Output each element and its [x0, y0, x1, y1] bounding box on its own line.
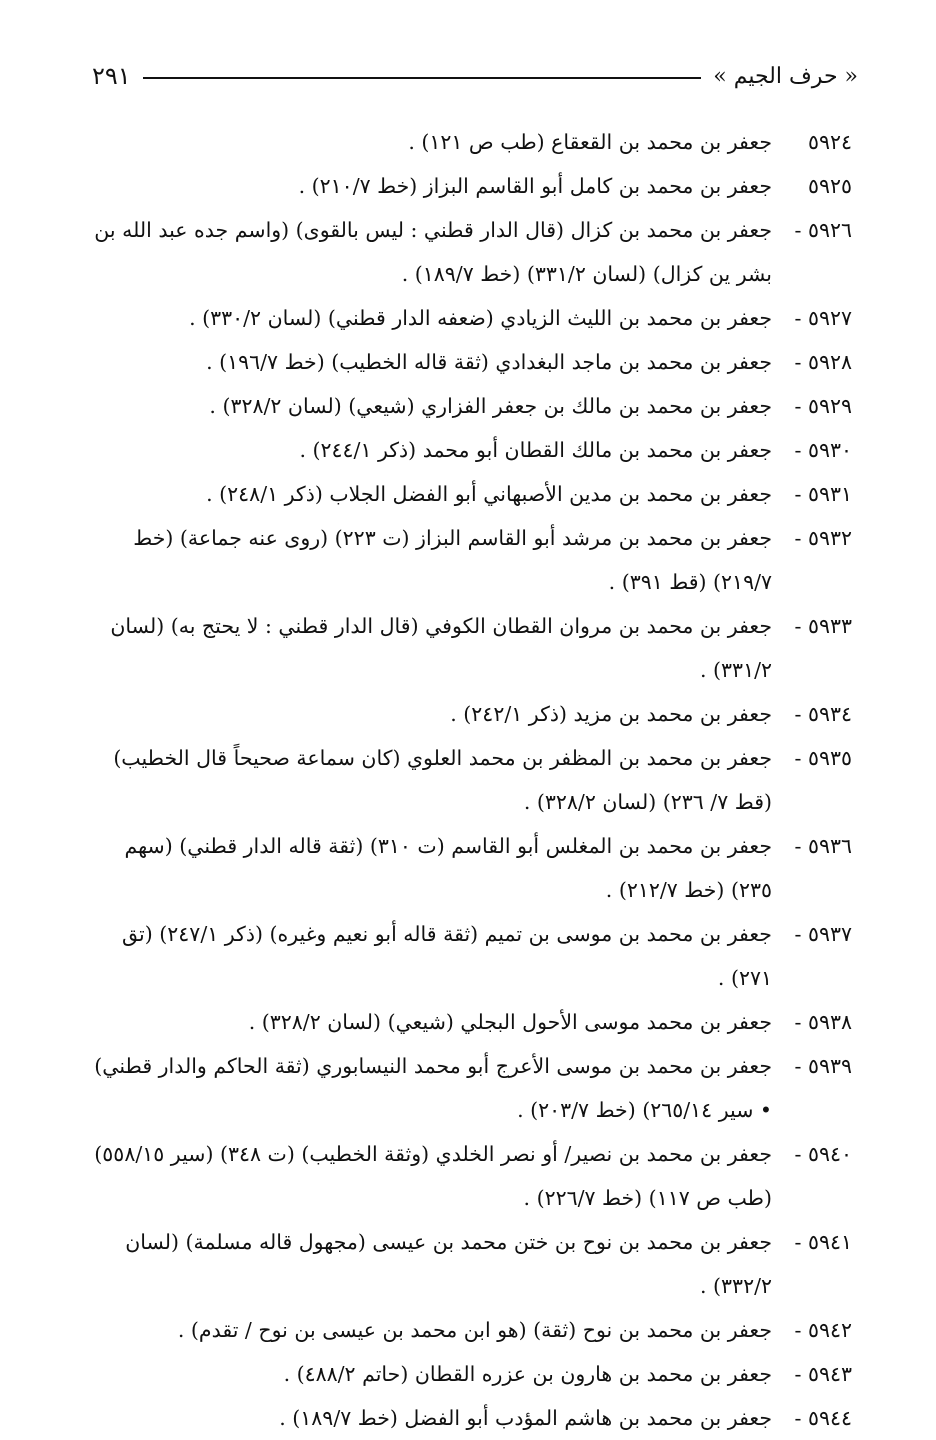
entry-text: جعفر بن محمد بن موسى الأعرج أبو محمد النيسابوري (ثقة الحاكم والدار قطني) • سير ٢٦٥/١٤) (خط ٢٠٣/٧) . [94, 1054, 772, 1122]
entry-row [90, 384, 852, 428]
entry-text: جعفر بن محمد بن مرشد أبو القاسم البزاز (ت ٢٢٣) (روى عنه جماعة) (خط ٢١٩/٧) (قط ٣٩١) . [133, 526, 772, 594]
entry-row [90, 912, 852, 1000]
entry-text: جعفر بن محمد بن هاشم المؤدب أبو الفضل (خط ١٨٩/٧) . [279, 1406, 772, 1430]
entry-number: ٥٩٣٣ - [794, 614, 852, 638]
entry-row [90, 516, 852, 604]
entry-text: جعفر بن محمد بن نوح بن ختن محمد بن عيسى (مجهول قاله مسلمة) (لسان ٣٣٢/٢) . [125, 1230, 772, 1298]
entry-text: جعفر بن محمد بن مدين الأصبهاني أبو الفضل الجلاب (ذكر ٢٤٨/١) . [206, 482, 772, 506]
entry-row [90, 340, 852, 384]
entry-list [90, 120, 852, 1440]
entry-text: جعفر بن محمد بن هارون بن عزره القطان (حاتم ٤٨٨/٢) . [283, 1362, 772, 1386]
entry-number: ٥٩٤٤ - [794, 1406, 852, 1430]
entry-row [90, 604, 852, 692]
entry-number: ٥٩٢٤ [807, 130, 852, 154]
entry-text: جعفر بن محمد بن نوح (ثقة) (هو ابن محمد بن عيسى بن نوح / تقدم) . [177, 1318, 772, 1342]
entry-row [90, 164, 852, 208]
entry-text: جعفر بن محمد بن نصير/ أو نصر الخلدي (وثقة الخطيب) (ت ٣٤٨) (سير ٥٥٨/١٥) (طب ص ١١٧) (خط ٢٢٦/٧) . [94, 1142, 772, 1210]
entry-number: ٥٩٣٥ - [794, 746, 852, 770]
entry-number: ٥٩٣٧ - [794, 922, 852, 946]
entry-row [90, 208, 852, 296]
page-header [92, 58, 858, 94]
entry-number: ٥٩٣٨ - [794, 1010, 852, 1034]
entry-number: ٥٩٣٠ - [794, 438, 852, 462]
entry-text: جعفر بن محمد بن مالك القطان أبو محمد (ذكر ٢٤٤/١) . [299, 438, 772, 462]
entry-number: ٥٩٢٦ - [794, 218, 852, 242]
entry-row [90, 1396, 852, 1440]
entry-text: جعفر بن محمد بن المغلس أبو القاسم (ت ٣١٠) (ثقة قاله الدار قطني) (سهم ٢٣٥) (خط ٢١٢/٧) . [124, 834, 772, 902]
entry-row [90, 1220, 852, 1308]
entry-text: جعفر بن محمد بن كامل أبو القاسم البزاز (خط ٢١٠/٧) . [298, 174, 772, 198]
entry-row [90, 824, 852, 912]
entry-number: ٥٩٤١ - [794, 1230, 852, 1254]
entry-number: ٥٩٤٣ - [794, 1362, 852, 1386]
entry-text: جعفر بن محمد بن المظفر بن محمد العلوي (كان سماعة صحيحاً قال الخطيب) (قط ٧/ ٢٣٦) (لسان ٣٢٨/٢) . [113, 746, 772, 814]
entry-number: ٥٩٣١ - [794, 482, 852, 506]
entry-number: ٥٩٢٨ - [794, 350, 852, 374]
entry-row [90, 692, 852, 736]
entry-row [90, 428, 852, 472]
entry-text: جعفر بن محمد بن مروان القطان الكوفي (قال الدار قطني : لا يحتج به) (لسان ٣٣١/٢) . [110, 614, 772, 682]
entry-number: ٥٩٣٤ - [794, 702, 852, 726]
entry-text: جعفر بن محمد موسى الأحول البجلي (شيعي) (لسان ٣٢٨/٢) . [248, 1010, 772, 1034]
entry-row [90, 1000, 852, 1044]
entry-number: ٥٩٣٢ - [794, 526, 852, 550]
entry-text: جعفر بن محمد بن مالك بن جعفر الفزاري (شيعي) (لسان ٣٢٨/٢) . [209, 394, 772, 418]
entry-row [90, 1352, 852, 1396]
entry-number: ٥٩٤٠ - [794, 1142, 852, 1166]
entry-text: جعفر بن محمد بن ماجد البغدادي (ثقة قاله الخطيب) (خط ١٩٦/٧) . [206, 350, 772, 374]
entry-text: جعفر بن محمد بن كزال (قال الدار قطني : ليس بالقوى) (واسم جده عبد الله بن بشر ين كزال) (لسان ٣٣١/٢) (خط ١٨٩/٧) . [94, 218, 772, 286]
entry-row [90, 736, 852, 824]
entry-row [90, 296, 852, 340]
entry-row [90, 1044, 852, 1132]
entry-number: ٥٩٢٩ - [794, 394, 852, 418]
header-rule [143, 77, 702, 79]
entry-row [90, 1132, 852, 1220]
entry-number: ٥٩٣٦ - [794, 834, 852, 858]
entry-row [90, 1308, 852, 1352]
entry-text: جعفر بن محمد بن مزيد (ذكر ٢٤٢/١) . [450, 702, 772, 726]
entry-number: ٥٩٣٩ - [794, 1054, 852, 1078]
entry-number: ٥٩٢٧ - [794, 306, 852, 330]
entry-number: ٥٩٢٥ [807, 174, 852, 198]
page-number: ٢٩١ [92, 62, 131, 90]
entry-row [90, 120, 852, 164]
entry-text: جعفر بن محمد بن الليث الزيادي (ضعفه الدار قطني) (لسان ٣٣٠/٢) . [189, 306, 772, 330]
entry-text: جعفر بن محمد بن القعقاع (طب ص ١٢١) . [408, 130, 772, 154]
entry-text: جعفر بن محمد بن موسى بن تميم (ثقة قاله أبو نعيم وغيره) (ذكر ٢٤٧/١) (تق ٢٧١) . [121, 922, 772, 990]
entry-number: ٥٩٤٢ - [794, 1318, 852, 1342]
chapter-title: « حرف الجيم » [713, 63, 858, 89]
entry-row [90, 472, 852, 516]
